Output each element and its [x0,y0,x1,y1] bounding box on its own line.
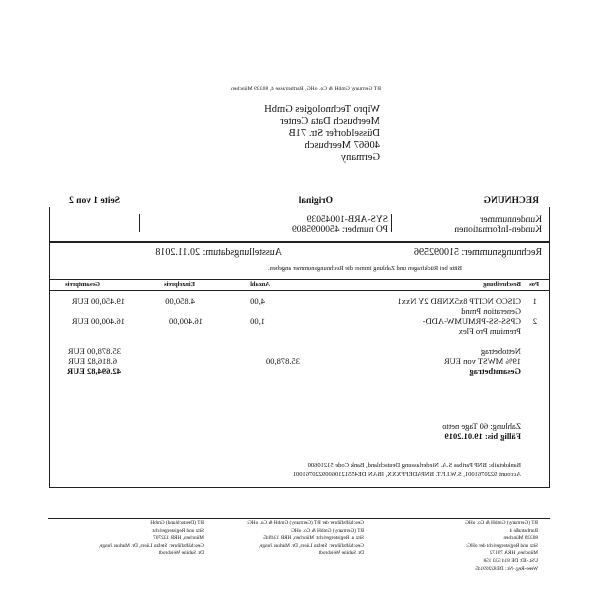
invoice-notice: Bitte bei Rückfragen und Zahlung immer die Rechnungsnummer angeben. [267,265,462,272]
customer-number-label: Kundennummer [480,215,542,225]
customer-info-label: Kunden-Informationen [454,225,542,235]
vat-base: 35.878,00 [266,356,300,366]
sender-line: BT Germany GmbH & Co. oHG, Barthstrasse 4, 80339 München [230,86,381,92]
vat-value: 6.816,82 EUR [68,356,117,366]
row-2-desc: CPSS-SS-PRMUMW-ADD- [422,316,521,326]
vat-label: 19% MWST von EUR [443,356,521,366]
customer-number-value: SYS-ARB-10045039 [306,215,388,225]
recipient-city: 40667 Meerbusch [304,140,380,151]
footer-col-1: BT (Germany) GmbH & Co. oHG Barthstraße 4 80339 München Sitz und Registergericht der oHG: München, HRA 79172 USt.-ID: DE 814 533 158 Weee-Reg.-Nr.: DE82269145 [465,520,538,572]
row-1-total: 19.450,00 EUR [71,296,125,306]
payment-terms: Zahlung: 60 Tage netto [442,421,521,431]
customer-info-value: PO number: 4500095809 [291,225,388,235]
page-number: Seite 1 von 2 [69,196,120,206]
invoice-date: Ausstellungsdatum: 20.11.2018 [155,247,282,258]
recipient-street: Düsseldorfer Str. 71B [288,128,380,139]
row-1-desc-2: Generation Pmnd [461,306,521,316]
row-2-pos: 2 [532,316,537,326]
gross-value: 42.694,82 EUR [66,366,121,376]
net-label: Nettobetrag [480,346,521,356]
col-total: Gesamtpreis [65,281,100,288]
net-value: 35.878,00 EUR [67,346,121,356]
row-2-unit: 16.400,00 [169,316,203,326]
invoice-number: Rechnungsnummer: 510092596 [413,247,542,258]
recipient-company: Wipro Technologies GmbH [264,104,380,115]
row-1-desc: CISCO NCITP 8x5XNBD 2Y Nxx1 [397,296,521,306]
footer-col-3: BT (Deutschland) GmbH Sitz und Registergericht: München, HRB 132707 Geschäftsführer: Stefan Lüers, Dr. Markus Junge, Dr. Sabine Weisbrodt [98,520,204,557]
col-quantity: Anzahl [250,281,270,288]
gross-label: Gesamtbetrag [469,366,521,376]
document-title: RECHNUNG [483,196,539,206]
col-description: Beschreibung [483,281,521,288]
row-2-total: 16.400,00 EUR [71,316,125,326]
footer-col-2: Geschäftsführer der BT (Germany) GmbH & Co. oHG: BT (Germany) GmbH & Co. oHG Sitz u. Registergericht: München, HRB 134945 Geschäftsführer: Stefan Lüers, Dr. Markus Junge, Dr. Sabine Weisbrodt [246,520,364,557]
recipient-site: Meerbusch Data Center [280,116,380,127]
recipient-country: Germany [340,152,380,163]
row-2-desc-2: Premium Pro Flex [458,326,521,336]
row-1-pos: 1 [532,296,537,306]
row-1-qty: 4,00 [250,296,265,306]
col-unit-price: Einzelpreis [164,281,195,288]
original-label: Original [298,196,333,206]
row-2-qty: 1,00 [250,316,265,326]
col-pos: Pos [529,281,539,288]
bank-line-1: Bankdetails: BNP Paribas S.A. Niederlassung Deutschland, Bank Code 51210600 [307,462,521,469]
row-1-unit: 4.850,00 [165,296,195,306]
bank-line-2: Account 9220761001, S.W.I.F.T. BNPADEFFXXX, IBAN DE45512106009220761001 [292,471,521,478]
payment-due: Fällig bis: 19.01.2019 [444,431,521,441]
